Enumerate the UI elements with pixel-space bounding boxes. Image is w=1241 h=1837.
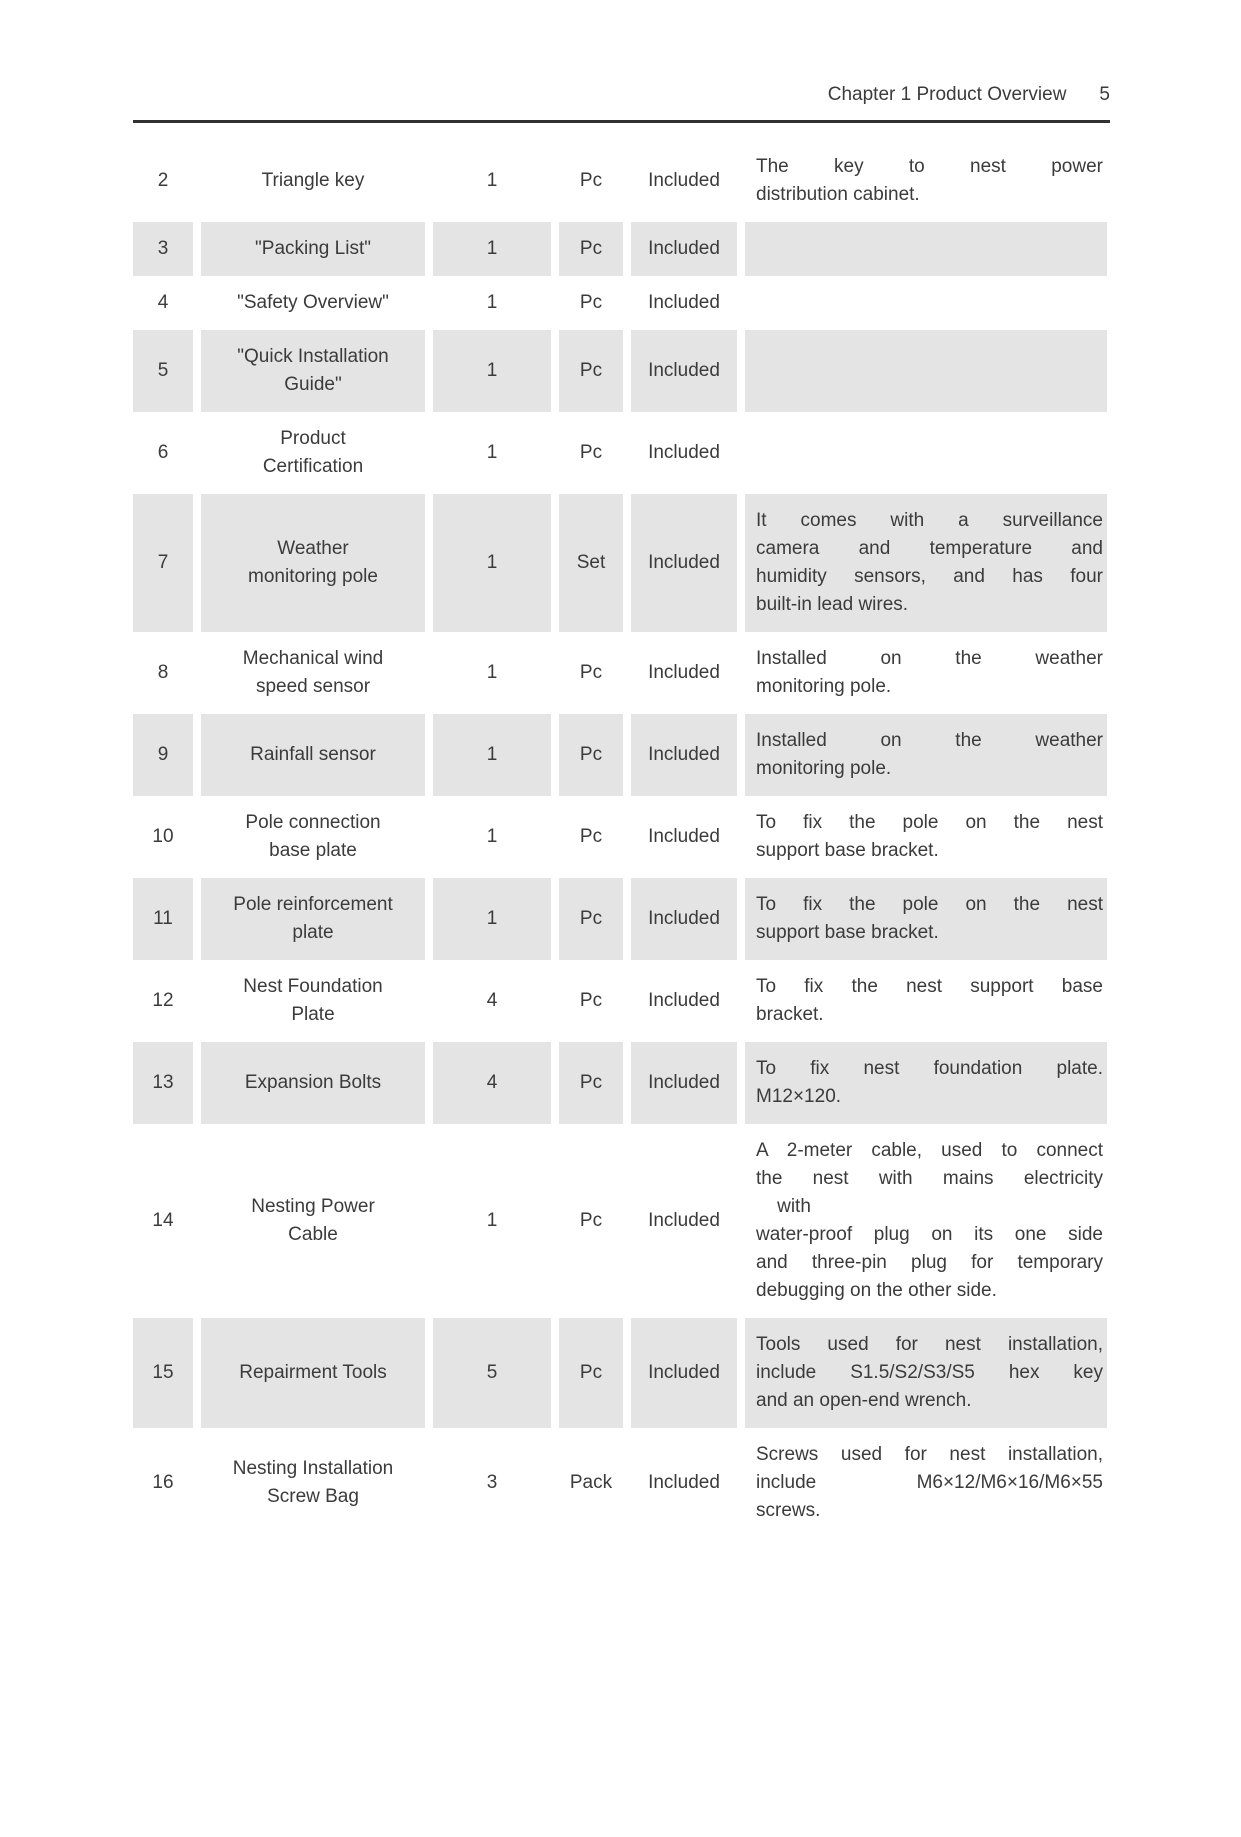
- inclusion-status-cell: Included: [631, 714, 737, 796]
- table-row: [133, 494, 1110, 632]
- item-number-cell: 15: [133, 1318, 193, 1428]
- item-number-cell: 14: [152, 1210, 174, 1231]
- item-name-cell: [201, 222, 425, 276]
- table-row: [133, 632, 1110, 714]
- unit-cell: Pack: [569, 1472, 613, 1493]
- item-number-cell: 13: [133, 1042, 193, 1124]
- text-line: Pole reinforcement: [233, 894, 393, 915]
- quantity-cell: 1: [486, 826, 498, 847]
- description-cell: [745, 960, 1107, 1042]
- unit-cell: Pc: [559, 1042, 623, 1124]
- text-line: Installed on the weather: [756, 648, 1103, 669]
- description-cell: [745, 494, 1107, 632]
- item-name-cell: [201, 714, 425, 796]
- text-line: include M6×12/M6×16/M6×55: [756, 1472, 1103, 1493]
- unit-cell: Pc: [559, 222, 623, 276]
- quantity-cell: 1: [433, 714, 551, 796]
- text-line: screws.: [756, 1500, 821, 1521]
- packing-list-table: [133, 140, 1110, 1538]
- text-line: distribution cabinet.: [756, 184, 920, 205]
- text-line: water-proof plug on its one side: [756, 1224, 1103, 1245]
- page-header: [133, 82, 1110, 123]
- unit-cell: Pc: [559, 714, 623, 796]
- text-line: monitoring pole.: [756, 758, 892, 779]
- description-cell: [745, 1428, 1107, 1538]
- description-cell: [745, 796, 1107, 878]
- quantity-cell: 1: [433, 330, 551, 412]
- description-cell: [745, 878, 1107, 960]
- table-row: [133, 276, 1110, 330]
- text-line: Rainfall sensor: [250, 744, 376, 765]
- text-line: camera and temperature and: [756, 538, 1103, 559]
- unit-cell: Pc: [559, 1318, 623, 1428]
- item-number-cell: 12: [152, 990, 174, 1011]
- description-cell: [745, 1318, 1107, 1428]
- inclusion-status-cell: Included: [648, 170, 720, 191]
- inclusion-status-cell: Included: [648, 826, 720, 847]
- inclusion-status-cell: Included: [648, 442, 720, 463]
- text-line: and three-pin plug for temporary: [756, 1252, 1103, 1273]
- text-line: "Packing List": [255, 238, 371, 259]
- inclusion-status-cell: Included: [631, 222, 737, 276]
- text-line: monitoring pole: [248, 566, 378, 587]
- table-row: [133, 878, 1110, 960]
- description-cell: [745, 330, 1107, 412]
- unit-cell: Pc: [579, 170, 603, 191]
- text-line: To fix the pole on the nest: [756, 812, 1103, 833]
- text-line: plate: [292, 922, 334, 943]
- text-line: Cable: [288, 1224, 338, 1245]
- table-row: [133, 796, 1110, 878]
- text-line: Tools used for nest installation,: [756, 1334, 1103, 1355]
- quantity-cell: 1: [486, 442, 498, 463]
- text-line: and an open-end wrench.: [756, 1390, 972, 1411]
- page-content: [133, 82, 1110, 1538]
- table-row: [133, 330, 1110, 412]
- unit-cell: Set: [559, 494, 623, 632]
- table-row: [133, 140, 1110, 222]
- text-line: support base bracket.: [756, 922, 939, 943]
- text-line: base plate: [269, 840, 357, 861]
- item-name-cell: [201, 276, 425, 330]
- text-line: Expansion Bolts: [244, 1072, 382, 1093]
- quantity-cell: 1: [486, 1210, 498, 1231]
- item-number-cell: 10: [152, 826, 174, 847]
- page-number: 5: [1099, 84, 1110, 105]
- table-row: [133, 412, 1110, 494]
- inclusion-status-cell: Included: [648, 292, 720, 313]
- text-line: It comes with a surveillance: [756, 510, 1103, 531]
- inclusion-status-cell: Included: [631, 1042, 737, 1124]
- description-cell: [745, 1042, 1107, 1124]
- text-line: Mechanical wind: [242, 648, 384, 669]
- item-name-cell: [201, 878, 425, 960]
- inclusion-status-cell: Included: [648, 662, 720, 683]
- inclusion-status-cell: Included: [631, 494, 737, 632]
- item-name-cell: [201, 494, 425, 632]
- text-line: The key to nest power: [756, 156, 1103, 177]
- text-line: debugging on the other side.: [756, 1280, 997, 1301]
- unit-cell: Pc: [579, 1210, 603, 1231]
- description-cell: [745, 412, 1107, 494]
- item-number-cell: 7: [133, 494, 193, 632]
- table-row: [133, 1042, 1110, 1124]
- text-line: humidity sensors, and has four: [756, 566, 1103, 587]
- text-line: Screw Bag: [267, 1486, 359, 1507]
- text-line: Repairment Tools: [239, 1362, 387, 1383]
- text-line: speed sensor: [255, 676, 371, 697]
- table-row: [133, 1124, 1110, 1318]
- description-cell: [745, 632, 1107, 714]
- quantity-cell: 5: [433, 1318, 551, 1428]
- table-row: [133, 714, 1110, 796]
- item-name-cell: [201, 1042, 425, 1124]
- item-name-cell: [201, 1428, 425, 1538]
- text-line: Nesting Power: [251, 1196, 375, 1217]
- item-number-cell: 8: [157, 662, 169, 683]
- text-line: To fix the nest support base: [756, 976, 1103, 997]
- item-name-cell: [201, 140, 425, 222]
- item-number-cell: 2: [157, 170, 169, 191]
- text-line: Installed on the weather: [756, 730, 1103, 751]
- text-line: To fix the pole on the nest: [756, 894, 1103, 915]
- item-number-cell: 11: [133, 878, 193, 960]
- description-cell: [745, 276, 1107, 330]
- item-number-cell: 16: [152, 1472, 174, 1493]
- inclusion-status-cell: Included: [648, 1472, 720, 1493]
- inclusion-status-cell: Included: [648, 990, 720, 1011]
- table-row: [133, 1428, 1110, 1538]
- text-line: Nesting Installation: [232, 1458, 394, 1479]
- text-line: include S1.5/S2/S3/S5 hex key: [756, 1362, 1103, 1383]
- quantity-cell: 4: [486, 990, 498, 1011]
- inclusion-status-cell: Included: [648, 1210, 720, 1231]
- text-line: Nest Foundation: [243, 976, 383, 997]
- quantity-cell: 1: [433, 878, 551, 960]
- text-line: with: [756, 1196, 811, 1217]
- text-line: A 2-meter cable, used to connect: [756, 1140, 1103, 1161]
- text-line: M12×120.: [756, 1086, 842, 1107]
- quantity-cell: 3: [486, 1472, 498, 1493]
- unit-cell: Pc: [579, 442, 603, 463]
- item-name-cell: [201, 1318, 425, 1428]
- table-row: [133, 222, 1110, 276]
- item-name-cell: [201, 796, 425, 878]
- text-line: "Quick Installation: [237, 346, 389, 367]
- unit-cell: Pc: [579, 826, 603, 847]
- chapter-title: Chapter 1 Product Overview: [827, 84, 1067, 105]
- item-name-cell: [201, 330, 425, 412]
- description-cell: [745, 714, 1107, 796]
- unit-cell: Pc: [579, 292, 603, 313]
- text-line: support base bracket.: [756, 840, 939, 861]
- unit-cell: Pc: [579, 990, 603, 1011]
- quantity-cell: 1: [433, 494, 551, 632]
- item-number-cell: 9: [133, 714, 193, 796]
- item-name-cell: [201, 1124, 425, 1318]
- item-name-cell: [201, 632, 425, 714]
- table-row: [133, 1318, 1110, 1428]
- text-line: bracket.: [756, 1004, 824, 1025]
- item-number-cell: 3: [133, 222, 193, 276]
- quantity-cell: 4: [433, 1042, 551, 1124]
- text-line: Screws used for nest installation,: [756, 1444, 1103, 1465]
- description-cell: [745, 1124, 1107, 1318]
- quantity-cell: 1: [486, 662, 498, 683]
- item-number-cell: 5: [133, 330, 193, 412]
- text-line: Product: [280, 428, 346, 449]
- inclusion-status-cell: Included: [631, 878, 737, 960]
- item-name-cell: [201, 960, 425, 1042]
- text-line: monitoring pole.: [756, 676, 892, 697]
- inclusion-status-cell: Included: [631, 330, 737, 412]
- quantity-cell: 1: [486, 292, 498, 313]
- text-line: Weather: [277, 538, 349, 559]
- text-line: built-in lead wires.: [756, 594, 909, 615]
- unit-cell: Pc: [579, 662, 603, 683]
- text-line: To fix nest foundation plate.: [756, 1058, 1103, 1079]
- text-line: the nest with mains electricity: [756, 1168, 1103, 1189]
- unit-cell: Pc: [559, 330, 623, 412]
- table-row: [133, 960, 1110, 1042]
- description-cell: [745, 140, 1107, 222]
- text-line: Pole connection: [245, 812, 381, 833]
- inclusion-status-cell: Included: [631, 1318, 737, 1428]
- text-line: Guide": [284, 374, 342, 395]
- item-name-cell: [201, 412, 425, 494]
- item-number-cell: 6: [157, 442, 169, 463]
- text-line: Plate: [291, 1004, 335, 1025]
- unit-cell: Pc: [559, 878, 623, 960]
- quantity-cell: 1: [433, 222, 551, 276]
- item-number-cell: 4: [157, 292, 169, 313]
- text-line: "Safety Overview": [237, 292, 389, 313]
- quantity-cell: 1: [486, 170, 498, 191]
- text-line: Triangle key: [261, 170, 365, 191]
- text-line: Certification: [262, 456, 364, 477]
- description-cell: [745, 222, 1107, 276]
